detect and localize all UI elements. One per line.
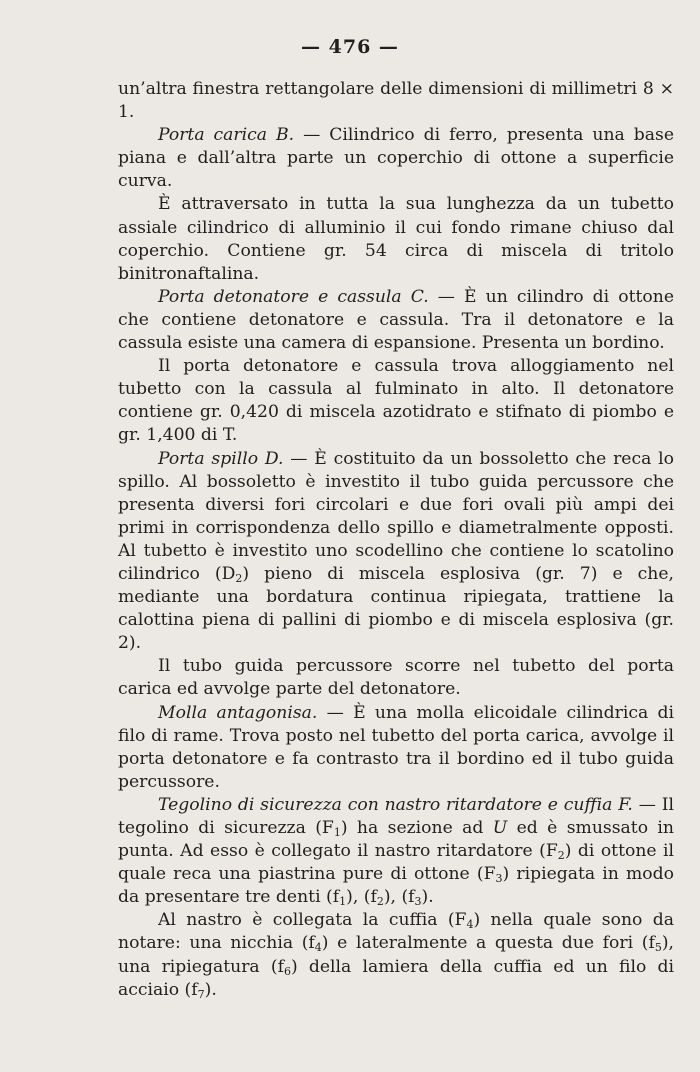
subscript: 5 bbox=[654, 941, 662, 955]
section-title: Porta detonatore e cassula C. bbox=[158, 286, 429, 307]
subscript: 2 bbox=[376, 895, 384, 909]
italic-letter: U bbox=[492, 818, 508, 838]
body-text bbox=[118, 78, 674, 1002]
paragraph-text: ). bbox=[204, 979, 217, 1000]
paragraph-text: ) pieno di miscela esplosiva (gr. 7) e che, mediante una bordatura continua ripiegata, trattiene la calottina piena di pallini di piombo e di miscela esplosiva (gr. 2). bbox=[118, 563, 674, 654]
paragraph-porta-carica bbox=[118, 124, 674, 193]
paragraph-molla bbox=[118, 702, 674, 794]
subscript: 2 bbox=[557, 849, 565, 863]
paragraph-text: ) di ottone il quale reca una piastrina pure di ottone (F bbox=[118, 841, 674, 885]
subscript: 4 bbox=[466, 918, 474, 932]
subscript: 1 bbox=[339, 895, 347, 909]
page-number: — 476 — bbox=[301, 36, 399, 58]
paragraph-text: Al nastro è collegata la cuffia (F bbox=[158, 910, 467, 931]
subscript: 4 bbox=[314, 941, 322, 955]
subscript: 3 bbox=[414, 895, 422, 909]
subscript: 2 bbox=[235, 571, 243, 585]
paragraph-text: ), (f bbox=[346, 887, 377, 908]
subscript: 7 bbox=[197, 987, 205, 1001]
paragraph-porta-detonatore bbox=[118, 286, 674, 355]
subscript: 6 bbox=[283, 964, 291, 978]
paragraph-text: ) della lamiera della cuffia ed un filo di acciaio (f bbox=[118, 956, 675, 1000]
section-title: Tegolino di sicurezza con nastro ritardatore e cuffia F. bbox=[158, 794, 633, 815]
paragraph-1: un’altra finestra rettangolare delle dimensioni di millimetri 8 × 1. bbox=[118, 79, 674, 123]
paragraph-text: ed è smussato in punta. Ad esso è collegato il nastro ritardatore (F bbox=[118, 818, 674, 862]
subscript: 1 bbox=[333, 826, 341, 839]
paragraph-text: — È una molla elicoidale cilindrica di filo di rame. Trova posto nel tubetto del porta carica, avvolge il porta detonatore e fa contrasto tra il bordino ed il tubo guida percussore. bbox=[118, 702, 674, 792]
section-title: Porta carica B. bbox=[158, 125, 295, 146]
section-title: Porta spillo D. bbox=[158, 448, 284, 469]
section-title: Molla antagonisa. bbox=[158, 702, 318, 723]
paragraph-cuffia bbox=[118, 909, 674, 1001]
paragraph-text: — Cilindrico di ferro, presenta una base piana e dall’altra parte un coperchio di ottone a superficie curva. bbox=[118, 125, 674, 192]
paragraph-3: È attraversato in tutta la sua lunghezza da un tubetto assiale cilindrico di alluminio il cui fondo rimane chiuso dal coperchio. Contiene gr. 54 circa di miscela di tritolo binitronaftalina. bbox=[118, 194, 674, 284]
paragraph-5: Il porta detonatore e cassula trova alloggiamento nel tubetto con la cassula al fulminato in alto. Il detonatore contiene gr. 0,420 di miscela azotidrato e stifnato di piombo e gr. 1,400 di T. bbox=[118, 356, 674, 446]
paragraph-porta-spillo bbox=[118, 448, 674, 656]
paragraph-text: ) nella quale sono da notare: una nicchia (f bbox=[118, 910, 674, 954]
paragraph-text: ), (f bbox=[383, 887, 415, 908]
subscript: 3 bbox=[495, 872, 503, 886]
paragraph-text: ). bbox=[421, 887, 434, 908]
paragraph-text: ) ripiegata in modo da presentare tre denti (f bbox=[118, 864, 674, 908]
paragraph-text: ), una ripiegatura (f bbox=[118, 933, 674, 977]
paragraph-text: — È costituito da un bossoletto che reca lo spillo. Al bossoletto è investito il tubo guida percussore che presenta diversi fori circolari e due fori ovali più ampi dei primi in corrispondenza dello spillo e diametralmente opposti. Al tubetto è investito uno scodellino che contiene lo scatolino cilindrico (D bbox=[118, 448, 674, 584]
paragraph-7: Il tubo guida percussore scorre nel tubetto del porta carica ed avvolge parte del detonatore. bbox=[118, 656, 674, 700]
paragraph-text: — Il tegolino di sicurezza (F bbox=[118, 794, 674, 838]
paragraph-text: ) ha sezione ad bbox=[340, 818, 493, 838]
paragraph-text: — È un cilindro di ottone che contiene detonatore e cassula. Tra il detonatore e la cassula esiste una camera di espansione. Presenta un bordino. bbox=[118, 286, 674, 354]
paragraph-text: ) e lateralmente a questa due fori (f bbox=[321, 933, 655, 954]
paragraph-tegolino bbox=[118, 794, 674, 909]
